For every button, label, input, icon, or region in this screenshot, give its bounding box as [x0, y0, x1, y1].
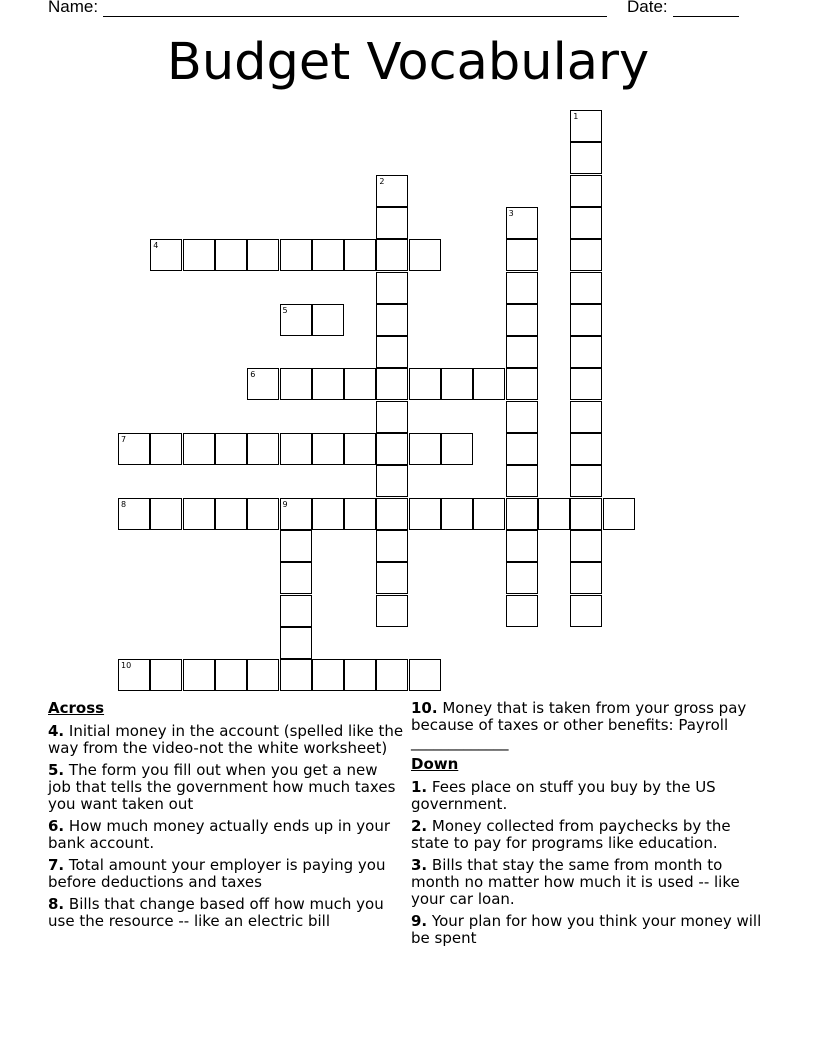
- crossword-cell[interactable]: [570, 433, 602, 465]
- crossword-cell[interactable]: [280, 239, 312, 271]
- clue-number: 10.: [411, 699, 438, 717]
- crossword-cell[interactable]: [280, 562, 312, 594]
- clue-number: 6.: [48, 817, 65, 835]
- clue-text: Fees place on stuff you buy by the US government.: [411, 778, 716, 813]
- crossword-cell[interactable]: [506, 433, 538, 465]
- clue-across-10: [411, 700, 771, 751]
- crossword-cell[interactable]: [312, 239, 344, 271]
- page-title: Budget Vocabulary: [166, 33, 650, 92]
- crossword-cell[interactable]: [280, 595, 312, 627]
- crossword-cell[interactable]: [506, 465, 538, 497]
- across-heading: Across: [48, 699, 105, 717]
- crossword-cell[interactable]: [376, 336, 408, 368]
- crossword-cell[interactable]: [570, 401, 602, 433]
- crossword-cell[interactable]: [344, 659, 376, 691]
- crossword-cell[interactable]: [506, 336, 538, 368]
- clue-down-3: [411, 857, 771, 908]
- cell-number: 9: [282, 499, 288, 509]
- crossword-cell[interactable]: [570, 207, 602, 239]
- crossword-cell[interactable]: [506, 272, 538, 304]
- crossword-cell[interactable]: [409, 368, 441, 400]
- crossword-cell[interactable]: [506, 239, 538, 271]
- cell-number: 3: [508, 208, 514, 218]
- crossword-cell[interactable]: [376, 207, 408, 239]
- cell-number: 2: [379, 176, 385, 186]
- crossword-cell[interactable]: [215, 239, 247, 271]
- crossword-cell[interactable]: [506, 562, 538, 594]
- clue-across-6: [48, 818, 404, 852]
- crossword-cell[interactable]: [150, 659, 182, 691]
- clue-text: How much money actually ends up in your bank account.: [48, 817, 391, 852]
- crossword-cell[interactable]: [344, 433, 376, 465]
- crossword-cell[interactable]: [150, 433, 182, 465]
- crossword-cell[interactable]: [506, 304, 538, 336]
- crossword-cell[interactable]: [473, 368, 505, 400]
- crossword-cell[interactable]: [344, 239, 376, 271]
- cell-number: 7: [121, 435, 127, 444]
- crossword-cell[interactable]: [280, 627, 312, 659]
- crossword-cell[interactable]: [183, 498, 215, 530]
- crossword-cell[interactable]: [570, 498, 602, 530]
- clue-text: Total amount your employer is paying you before deductions and taxes: [48, 856, 386, 891]
- clue-text: Money that is taken from your gross pay because of taxes or other benefits: Payroll _____________: [411, 699, 747, 751]
- crossword-cell[interactable]: [150, 498, 182, 530]
- crossword-cell[interactable]: [409, 239, 441, 271]
- crossword-cell[interactable]: [150, 239, 182, 271]
- crossword-cell[interactable]: [570, 530, 602, 562]
- cell-number: 8: [121, 499, 127, 509]
- crossword-cell[interactable]: [312, 368, 344, 400]
- crossword-cell[interactable]: [376, 239, 408, 271]
- crossword-cell[interactable]: [118, 433, 150, 465]
- clue-text: Bills that change based off how much you use the resource -- like an electric bill: [48, 895, 384, 930]
- crossword-cell[interactable]: [570, 465, 602, 497]
- crossword-cell[interactable]: [570, 368, 602, 400]
- clues-column-left: [48, 700, 404, 935]
- crossword-cell[interactable]: [247, 659, 279, 691]
- clue-text: The form you fill out when you get a new job that tells the government how much taxes you want taken out: [48, 761, 396, 813]
- clue-text: Initial money in the account (spelled like the way from the video-not the white worksheet): [48, 722, 404, 757]
- cell-number: 10: [121, 661, 132, 671]
- crossword-cell[interactable]: [215, 659, 247, 691]
- clue-across-8: [48, 896, 404, 930]
- clue-number: 7.: [48, 856, 65, 874]
- clue-down-2: [411, 818, 771, 852]
- crossword-cell[interactable]: [312, 433, 344, 465]
- clue-across-4: [48, 723, 404, 757]
- crossword-cell[interactable]: [376, 272, 408, 304]
- crossword-cell[interactable]: [441, 498, 473, 530]
- crossword-cell[interactable]: [215, 433, 247, 465]
- crossword-cell[interactable]: [506, 498, 538, 530]
- crossword-cell[interactable]: [118, 659, 150, 691]
- crossword-cell[interactable]: [506, 595, 538, 627]
- clue-number: 3.: [411, 856, 428, 874]
- clues-column-right: [411, 700, 771, 952]
- clue-down-1: [411, 779, 771, 813]
- crossword-cell[interactable]: [247, 433, 279, 465]
- crossword-cell[interactable]: [280, 368, 312, 400]
- crossword-cell[interactable]: [570, 110, 602, 142]
- clue-text: Your plan for how you think your money will be spent: [411, 912, 762, 947]
- crossword-cell[interactable]: [506, 207, 538, 239]
- down-heading: Down: [411, 755, 459, 773]
- crossword-cell[interactable]: [506, 530, 538, 562]
- name-label: Name:: [48, 0, 99, 16]
- date-label: Date:: [627, 0, 668, 16]
- crossword-cell[interactable]: [280, 304, 312, 336]
- crossword-cell[interactable]: [280, 498, 312, 530]
- clue-number: 2.: [411, 817, 428, 835]
- crossword-cell[interactable]: [183, 659, 215, 691]
- crossword-cell[interactable]: [280, 659, 312, 691]
- crossword-cell[interactable]: [506, 368, 538, 400]
- crossword-cell[interactable]: [376, 304, 408, 336]
- crossword-cell[interactable]: [215, 498, 247, 530]
- crossword-cell[interactable]: [247, 498, 279, 530]
- crossword-cell[interactable]: [376, 659, 408, 691]
- clue-number: 1.: [411, 778, 428, 796]
- crossword-cell[interactable]: [118, 498, 150, 530]
- crossword-cell[interactable]: [280, 433, 312, 465]
- crossword-cell[interactable]: [376, 401, 408, 433]
- crossword-cell[interactable]: [376, 433, 408, 465]
- clue-down-9: [411, 913, 771, 947]
- crossword-cell[interactable]: [570, 562, 602, 594]
- clue-text: Bills that stay the same from month to month no matter how much it is used -- like your car loan.: [411, 856, 740, 908]
- crossword-cell[interactable]: [376, 595, 408, 627]
- cell-number: 6: [250, 370, 256, 380]
- crossword-cell[interactable]: [247, 239, 279, 271]
- crossword-cell[interactable]: [247, 368, 279, 400]
- clue-number: 9.: [411, 912, 428, 930]
- crossword-cell[interactable]: [570, 175, 602, 207]
- crossword-cell[interactable]: [376, 562, 408, 594]
- cell-number: 1: [573, 112, 579, 121]
- crossword-cell[interactable]: [344, 368, 376, 400]
- crossword-cell[interactable]: [603, 498, 635, 530]
- crossword-cell[interactable]: [570, 239, 602, 271]
- crossword-cell[interactable]: [538, 498, 570, 530]
- clue-text: Money collected from paychecks by the state to pay for programs like education.: [411, 817, 731, 852]
- crossword-cell[interactable]: [441, 368, 473, 400]
- clue-across-5: [48, 762, 404, 813]
- crossword-cell[interactable]: [409, 498, 441, 530]
- crossword-cell[interactable]: [473, 498, 505, 530]
- crossword-cell[interactable]: [376, 368, 408, 400]
- crossword-cell[interactable]: [376, 530, 408, 562]
- crossword-cell[interactable]: [506, 401, 538, 433]
- crossword-cell[interactable]: [441, 433, 473, 465]
- crossword-cell[interactable]: [570, 142, 602, 174]
- clue-number: 8.: [48, 895, 65, 913]
- crossword-cell[interactable]: [570, 595, 602, 627]
- crossword-cell[interactable]: [570, 336, 602, 368]
- crossword-cell[interactable]: [409, 433, 441, 465]
- crossword-cell[interactable]: [376, 498, 408, 530]
- crossword-cell[interactable]: [312, 659, 344, 691]
- crossword-cell[interactable]: [344, 498, 376, 530]
- crossword-cell[interactable]: [376, 175, 408, 207]
- cell-number: 4: [153, 241, 159, 251]
- crossword-cell[interactable]: [570, 304, 602, 336]
- crossword-cell[interactable]: [280, 530, 312, 562]
- crossword-cell[interactable]: [312, 304, 344, 336]
- cell-number: 5: [282, 305, 288, 315]
- crossword-cell[interactable]: [409, 659, 441, 691]
- clue-number: 4.: [48, 722, 65, 740]
- crossword-cell[interactable]: [376, 465, 408, 497]
- crossword-cell[interactable]: [183, 433, 215, 465]
- clue-across-7: [48, 857, 404, 891]
- crossword-cell[interactable]: [570, 272, 602, 304]
- clue-number: 5.: [48, 761, 65, 779]
- crossword-cell[interactable]: [312, 498, 344, 530]
- crossword-cell[interactable]: [183, 239, 215, 271]
